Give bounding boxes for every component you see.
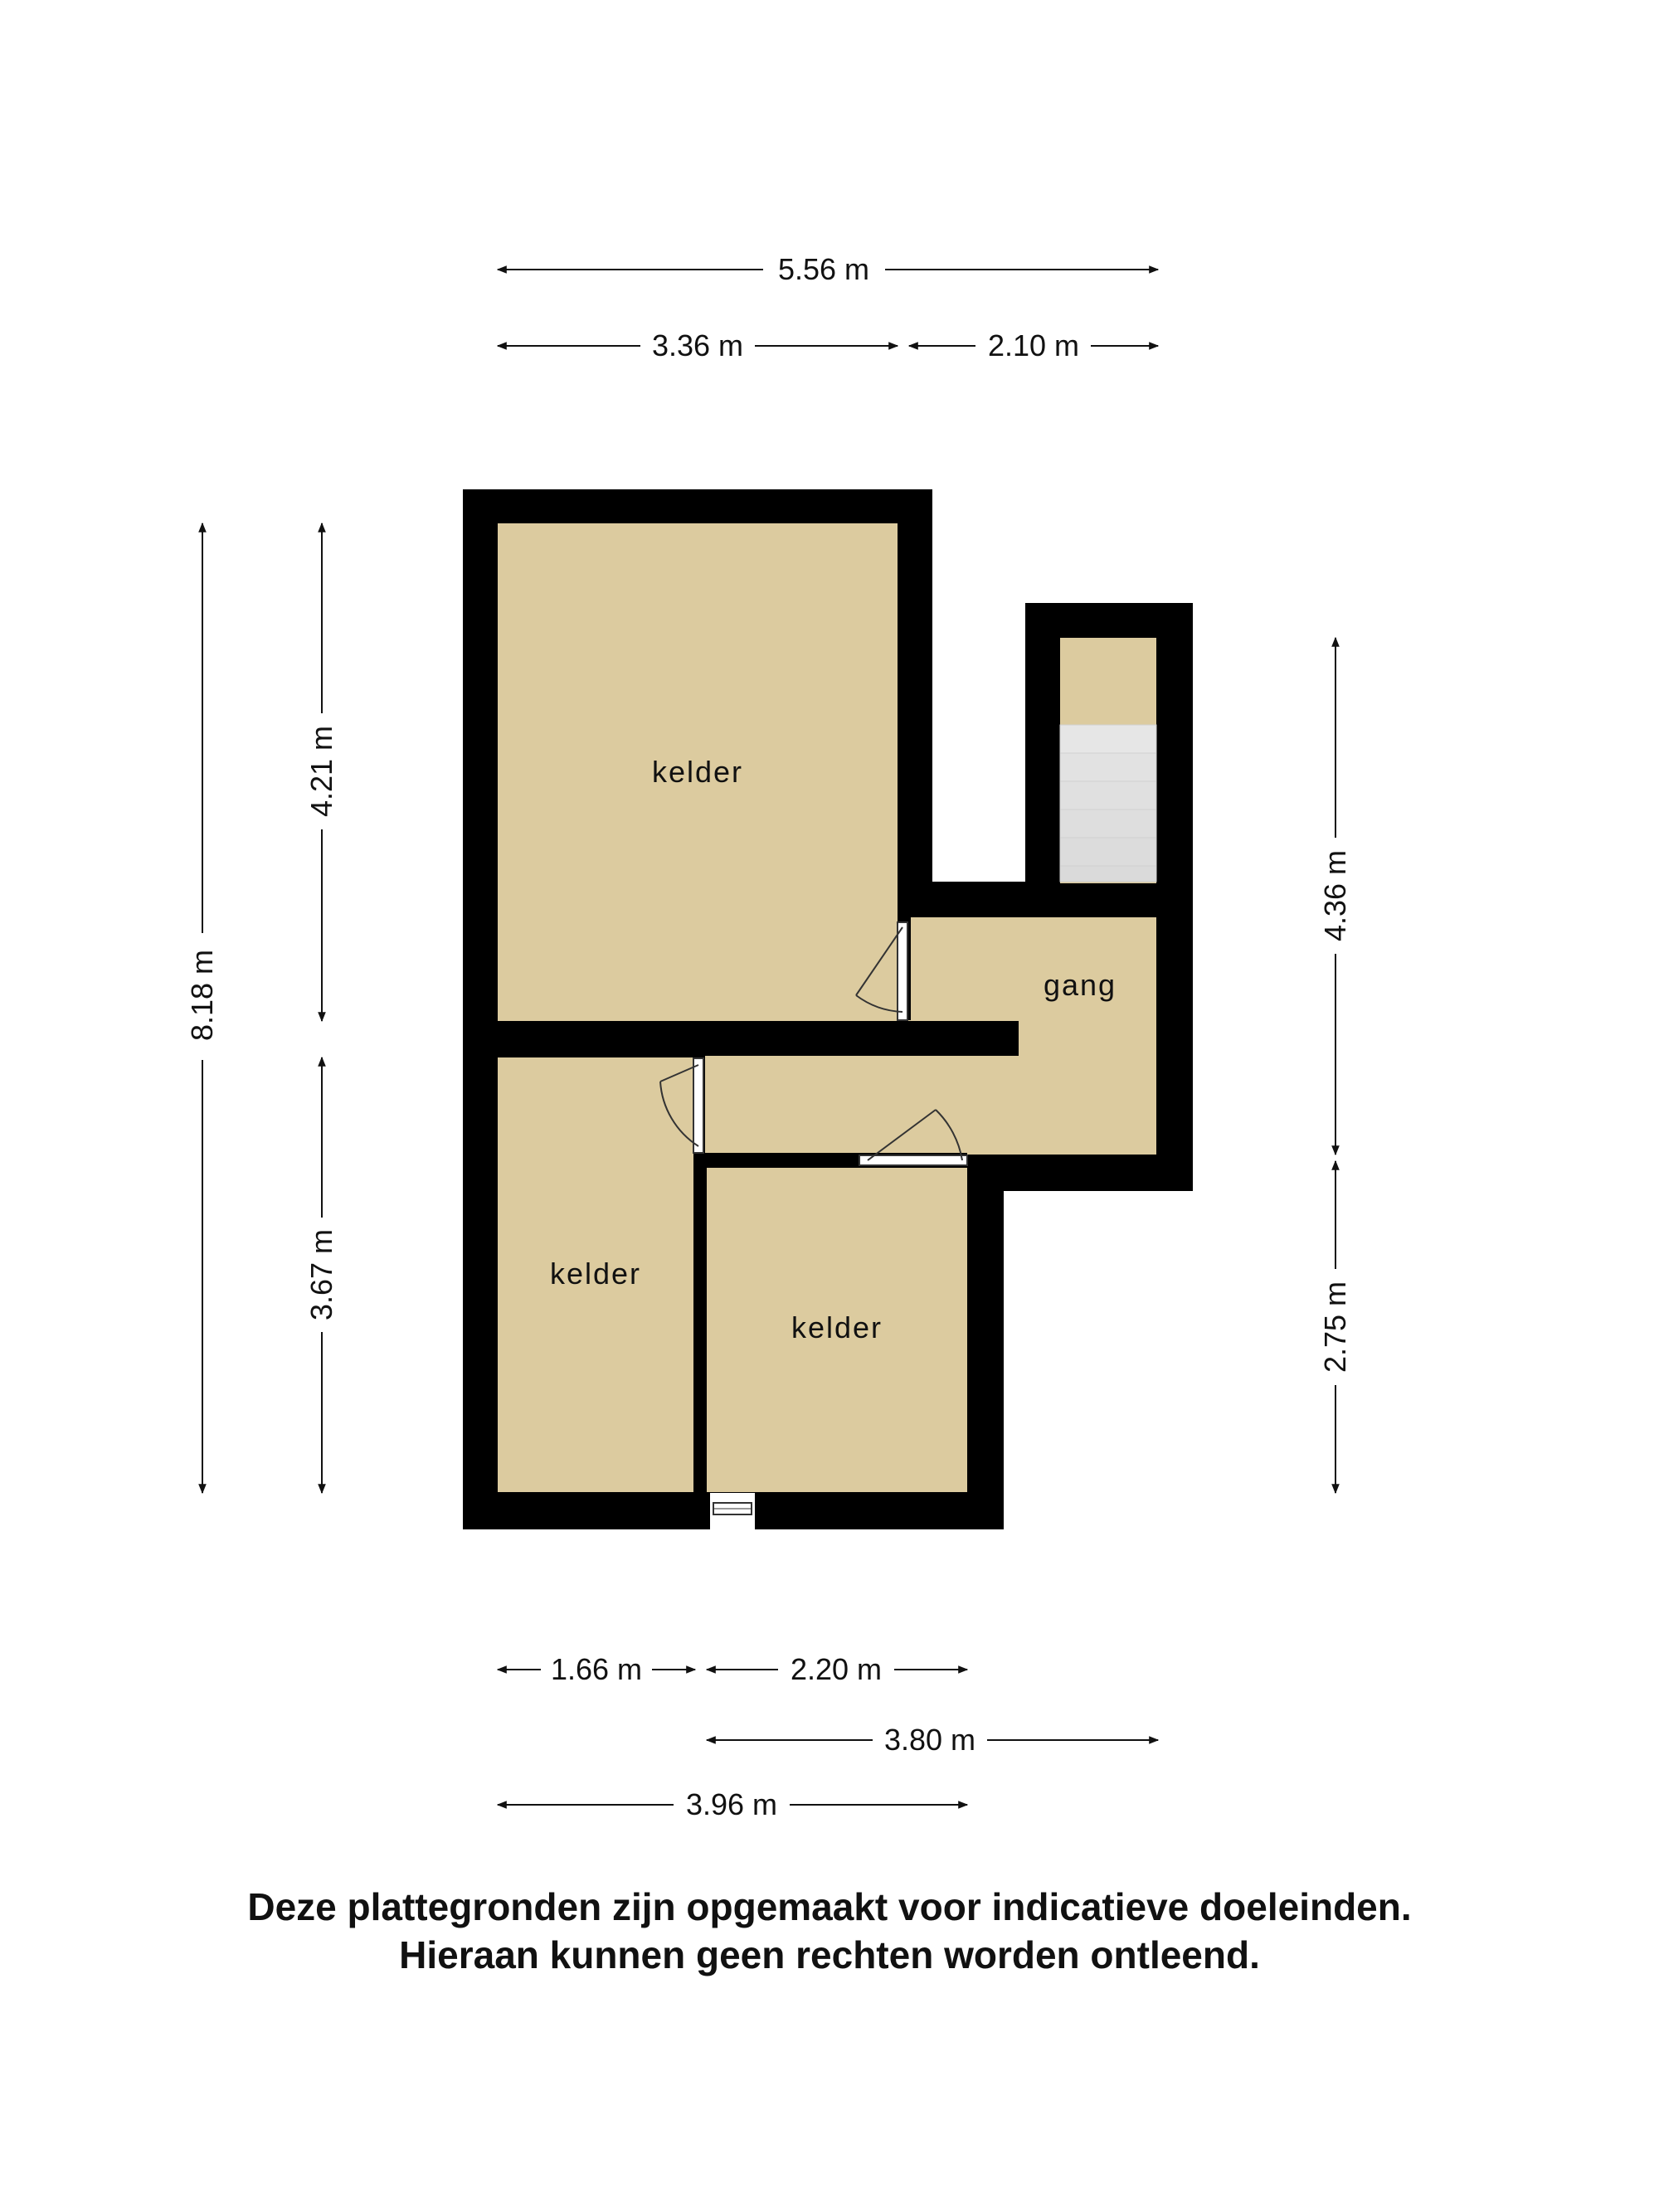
dimension-left-lower: [304, 1057, 338, 1493]
dimension-right-upper: [1318, 638, 1352, 1155]
stair-tread: [1060, 809, 1156, 838]
wall-interior-vertical: [693, 1153, 707, 1493]
stair-tread: [1060, 725, 1156, 753]
room-label-kelder-top: kelder: [651, 755, 744, 789]
floor-gang-upper: [911, 917, 1156, 1020]
dimension-left-total: [185, 523, 219, 1493]
wall-interior-horizontal: [498, 1021, 1019, 1056]
stair-tread: [1060, 838, 1156, 866]
dimension-bottom-total: [498, 1787, 967, 1821]
disclaimer-line-1: Deze plattegronden zijn opgemaakt voor indicatieve doeleinden.: [247, 1885, 1412, 1928]
dimension-top-total: [498, 252, 1158, 286]
door-bottom-opening: [710, 1493, 755, 1529]
dimension-label: 2.75 m: [1318, 1281, 1352, 1373]
dimension-bottom-mid: [707, 1652, 967, 1686]
dimension-label: 2.20 m: [790, 1652, 883, 1686]
dimension-label: 3.80 m: [883, 1723, 976, 1757]
dimension-label: 2.10 m: [987, 328, 1080, 362]
dimension-label: 4.36 m: [1318, 849, 1352, 942]
room-label-kelder-left: kelder: [549, 1257, 642, 1291]
dimension-label: 4.21 m: [304, 725, 338, 818]
dimension-label: 8.18 m: [185, 949, 219, 1042]
dimension-right-lower: [1318, 1161, 1352, 1493]
dimension-top-left: [498, 328, 898, 362]
wall-kelder-gang: [898, 523, 932, 917]
dimension-label: 1.66 m: [550, 1652, 643, 1686]
stair-tread: [1060, 781, 1156, 809]
stairs: [1060, 725, 1156, 882]
dimension-label: 3.67 m: [304, 1228, 338, 1321]
dimension-label: 3.36 m: [651, 328, 744, 362]
dimension-left-upper: [304, 523, 338, 1021]
room-label-gang: gang: [1043, 968, 1117, 1002]
room-label-kelder-right: kelder: [791, 1310, 883, 1344]
dimension-bottom-left: [498, 1652, 695, 1686]
stair-tread: [1060, 866, 1156, 882]
disclaimer-line-2: Hieraan kunnen geen rechten worden ontleend.: [399, 1933, 1260, 1976]
dimension-label: 5.56 m: [777, 252, 870, 286]
dimension-bottom-right: [707, 1723, 1158, 1757]
dimension-top-right: [909, 328, 1158, 362]
stair-tread: [1060, 753, 1156, 781]
dimension-label: 3.96 m: [685, 1787, 778, 1821]
